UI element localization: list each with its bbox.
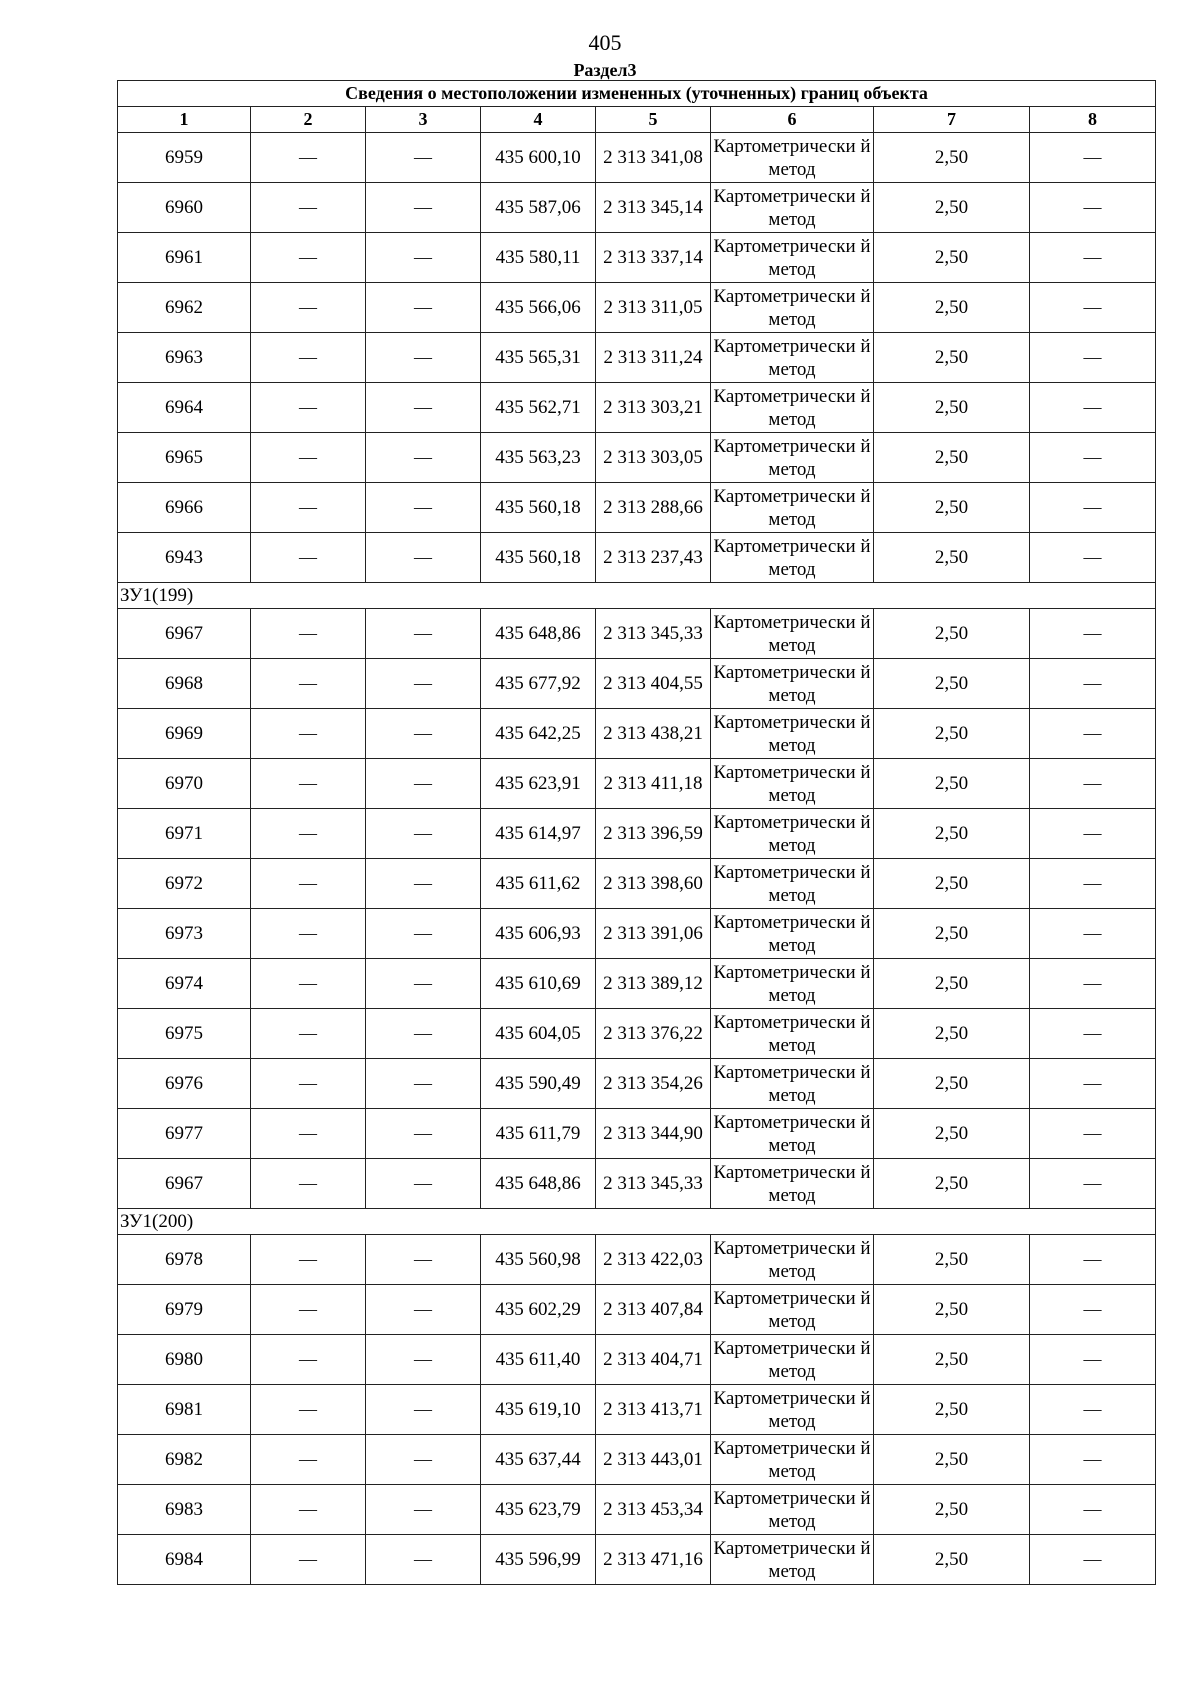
point-number-cell: 6961 xyxy=(118,233,251,283)
coordinate-x-cell: 435 610,69 xyxy=(481,959,596,1009)
coordinate-x-cell: 435 587,06 xyxy=(481,183,596,233)
method-cell: Картометрически й метод xyxy=(711,483,874,533)
coordinate-x-cell: 435 596,99 xyxy=(481,1535,596,1585)
accuracy-cell: 2,50 xyxy=(874,1435,1030,1485)
column-8-cell: — xyxy=(1030,959,1156,1009)
point-number-cell: 6973 xyxy=(118,909,251,959)
table-row xyxy=(118,433,1156,483)
accuracy-cell: 2,50 xyxy=(874,1009,1030,1059)
point-number-cell: 6980 xyxy=(118,1335,251,1385)
accuracy-cell: 2,50 xyxy=(874,433,1030,483)
column-2-cell: — xyxy=(251,133,366,183)
group-label: ЗУ1(199) xyxy=(118,583,1156,609)
column-3-cell: — xyxy=(366,1159,481,1209)
table-row xyxy=(118,533,1156,583)
coordinate-x-cell: 435 604,05 xyxy=(481,1009,596,1059)
method-cell: Картометрически й метод xyxy=(711,1285,874,1335)
coordinate-y-cell: 2 313 303,05 xyxy=(596,433,711,483)
point-number-cell: 6962 xyxy=(118,283,251,333)
coordinate-x-cell: 435 566,06 xyxy=(481,283,596,333)
column-number: 8 xyxy=(1030,107,1156,133)
table-caption-row xyxy=(118,81,1156,107)
point-number-cell: 6972 xyxy=(118,859,251,909)
column-2-cell: — xyxy=(251,959,366,1009)
accuracy-cell: 2,50 xyxy=(874,1109,1030,1159)
column-2-cell: — xyxy=(251,1109,366,1159)
column-number: 4 xyxy=(481,107,596,133)
point-number-cell: 6982 xyxy=(118,1435,251,1485)
group-header-row xyxy=(118,1209,1156,1235)
table-row xyxy=(118,1535,1156,1585)
method-cell: Картометрически й метод xyxy=(711,809,874,859)
coordinate-x-cell: 435 611,62 xyxy=(481,859,596,909)
accuracy-cell: 2,50 xyxy=(874,383,1030,433)
method-cell: Картометрически й метод xyxy=(711,959,874,1009)
accuracy-cell: 2,50 xyxy=(874,759,1030,809)
table-row xyxy=(118,809,1156,859)
accuracy-cell: 2,50 xyxy=(874,609,1030,659)
accuracy-cell: 2,50 xyxy=(874,1535,1030,1585)
coordinate-x-cell: 435 648,86 xyxy=(481,609,596,659)
column-3-cell: — xyxy=(366,859,481,909)
column-2-cell: — xyxy=(251,1435,366,1485)
accuracy-cell: 2,50 xyxy=(874,809,1030,859)
table-row xyxy=(118,283,1156,333)
point-number-cell: 6967 xyxy=(118,609,251,659)
column-2-cell: — xyxy=(251,1059,366,1109)
accuracy-cell: 2,50 xyxy=(874,1159,1030,1209)
column-2-cell: — xyxy=(251,609,366,659)
coordinate-x-cell: 435 619,10 xyxy=(481,1385,596,1435)
coordinate-y-cell: 2 313 341,08 xyxy=(596,133,711,183)
table-row xyxy=(118,1385,1156,1435)
table-row xyxy=(118,133,1156,183)
column-3-cell: — xyxy=(366,1235,481,1285)
boundary-coordinates-table xyxy=(117,80,1156,1585)
group-label: ЗУ1(200) xyxy=(118,1209,1156,1235)
column-number-row xyxy=(118,107,1156,133)
point-number-cell: 6981 xyxy=(118,1385,251,1435)
column-number: 3 xyxy=(366,107,481,133)
coordinate-x-cell: 435 614,97 xyxy=(481,809,596,859)
coordinate-y-cell: 2 313 311,24 xyxy=(596,333,711,383)
accuracy-cell: 2,50 xyxy=(874,1059,1030,1109)
coordinate-y-cell: 2 313 311,05 xyxy=(596,283,711,333)
column-8-cell: — xyxy=(1030,909,1156,959)
coordinate-x-cell: 435 623,79 xyxy=(481,1485,596,1535)
coordinate-x-cell: 435 560,18 xyxy=(481,533,596,583)
column-3-cell: — xyxy=(366,133,481,183)
method-cell: Картометрически й метод xyxy=(711,383,874,433)
accuracy-cell: 2,50 xyxy=(874,1335,1030,1385)
point-number-cell: 6966 xyxy=(118,483,251,533)
column-2-cell: — xyxy=(251,233,366,283)
column-3-cell: — xyxy=(366,1385,481,1435)
method-cell: Картометрически й метод xyxy=(711,1535,874,1585)
coordinate-y-cell: 2 313 413,71 xyxy=(596,1385,711,1435)
column-2-cell: — xyxy=(251,809,366,859)
column-2-cell: — xyxy=(251,483,366,533)
method-cell: Картометрически й метод xyxy=(711,1235,874,1285)
method-cell: Картометрически й метод xyxy=(711,283,874,333)
column-8-cell: — xyxy=(1030,609,1156,659)
table-row xyxy=(118,1059,1156,1109)
column-2-cell: — xyxy=(251,909,366,959)
method-cell: Картометрически й метод xyxy=(711,709,874,759)
coordinate-x-cell: 435 560,98 xyxy=(481,1235,596,1285)
column-2-cell: — xyxy=(251,1235,366,1285)
coordinate-x-cell: 435 563,23 xyxy=(481,433,596,483)
table-row xyxy=(118,1285,1156,1335)
coordinate-x-cell: 435 611,79 xyxy=(481,1109,596,1159)
coordinate-y-cell: 2 313 288,66 xyxy=(596,483,711,533)
column-8-cell: — xyxy=(1030,1435,1156,1485)
column-2-cell: — xyxy=(251,1009,366,1059)
table-row xyxy=(118,1335,1156,1385)
method-cell: Картометрически й метод xyxy=(711,433,874,483)
column-8-cell: — xyxy=(1030,1535,1156,1585)
method-cell: Картометрически й метод xyxy=(711,1485,874,1535)
accuracy-cell: 2,50 xyxy=(874,533,1030,583)
column-8-cell: — xyxy=(1030,483,1156,533)
column-8-cell: — xyxy=(1030,859,1156,909)
column-8-cell: — xyxy=(1030,133,1156,183)
table-row xyxy=(118,759,1156,809)
method-cell: Картометрически й метод xyxy=(711,333,874,383)
point-number-cell: 6978 xyxy=(118,1235,251,1285)
method-cell: Картометрически й метод xyxy=(711,1059,874,1109)
column-2-cell: — xyxy=(251,1159,366,1209)
method-cell: Картометрически й метод xyxy=(711,609,874,659)
column-8-cell: — xyxy=(1030,709,1156,759)
accuracy-cell: 2,50 xyxy=(874,909,1030,959)
method-cell: Картометрически й метод xyxy=(711,909,874,959)
coordinate-y-cell: 2 313 404,55 xyxy=(596,659,711,709)
column-number: 2 xyxy=(251,107,366,133)
coordinate-x-cell: 435 590,49 xyxy=(481,1059,596,1109)
coordinate-y-cell: 2 313 354,26 xyxy=(596,1059,711,1109)
column-3-cell: — xyxy=(366,909,481,959)
coordinate-x-cell: 435 562,71 xyxy=(481,383,596,433)
table-row xyxy=(118,333,1156,383)
point-number-cell: 6970 xyxy=(118,759,251,809)
column-2-cell: — xyxy=(251,759,366,809)
column-2-cell: — xyxy=(251,1385,366,1435)
column-3-cell: — xyxy=(366,1535,481,1585)
table-row xyxy=(118,233,1156,283)
coordinate-x-cell: 435 623,91 xyxy=(481,759,596,809)
coordinate-y-cell: 2 313 345,14 xyxy=(596,183,711,233)
column-2-cell: — xyxy=(251,383,366,433)
method-cell: Картометрически й метод xyxy=(711,1009,874,1059)
column-3-cell: — xyxy=(366,659,481,709)
column-8-cell: — xyxy=(1030,759,1156,809)
accuracy-cell: 2,50 xyxy=(874,183,1030,233)
coordinate-y-cell: 2 313 345,33 xyxy=(596,1159,711,1209)
coordinate-x-cell: 435 580,11 xyxy=(481,233,596,283)
column-3-cell: — xyxy=(366,1009,481,1059)
column-8-cell: — xyxy=(1030,1009,1156,1059)
coordinate-y-cell: 2 313 443,01 xyxy=(596,1435,711,1485)
column-3-cell: — xyxy=(366,283,481,333)
point-number-cell: 6967 xyxy=(118,1159,251,1209)
column-8-cell: — xyxy=(1030,1285,1156,1335)
table-row xyxy=(118,483,1156,533)
table-row xyxy=(118,959,1156,1009)
accuracy-cell: 2,50 xyxy=(874,959,1030,1009)
column-8-cell: — xyxy=(1030,809,1156,859)
accuracy-cell: 2,50 xyxy=(874,659,1030,709)
method-cell: Картометрически й метод xyxy=(711,183,874,233)
point-number-cell: 6983 xyxy=(118,1485,251,1535)
coordinate-y-cell: 2 313 237,43 xyxy=(596,533,711,583)
column-3-cell: — xyxy=(366,483,481,533)
coordinate-x-cell: 435 637,44 xyxy=(481,1435,596,1485)
column-3-cell: — xyxy=(366,809,481,859)
method-cell: Картометрически й метод xyxy=(711,759,874,809)
accuracy-cell: 2,50 xyxy=(874,1385,1030,1435)
column-8-cell: — xyxy=(1030,233,1156,283)
column-8-cell: — xyxy=(1030,1059,1156,1109)
point-number-cell: 6943 xyxy=(118,533,251,583)
table-row xyxy=(118,659,1156,709)
coordinate-x-cell: 435 560,18 xyxy=(481,483,596,533)
point-number-cell: 6963 xyxy=(118,333,251,383)
point-number-cell: 6979 xyxy=(118,1285,251,1335)
column-8-cell: — xyxy=(1030,383,1156,433)
column-2-cell: — xyxy=(251,283,366,333)
column-2-cell: — xyxy=(251,1335,366,1385)
method-cell: Картометрически й метод xyxy=(711,1159,874,1209)
coordinate-y-cell: 2 313 344,90 xyxy=(596,1109,711,1159)
column-8-cell: — xyxy=(1030,183,1156,233)
column-8-cell: — xyxy=(1030,1335,1156,1385)
column-number: 1 xyxy=(118,107,251,133)
column-3-cell: — xyxy=(366,1059,481,1109)
point-number-cell: 6971 xyxy=(118,809,251,859)
column-2-cell: — xyxy=(251,533,366,583)
group-header-row xyxy=(118,583,1156,609)
point-number-cell: 6959 xyxy=(118,133,251,183)
column-3-cell: — xyxy=(366,433,481,483)
coordinate-y-cell: 2 313 407,84 xyxy=(596,1285,711,1335)
accuracy-cell: 2,50 xyxy=(874,1235,1030,1285)
coordinate-x-cell: 435 565,31 xyxy=(481,333,596,383)
point-number-cell: 6975 xyxy=(118,1009,251,1059)
table-row xyxy=(118,1235,1156,1285)
table-row xyxy=(118,709,1156,759)
method-cell: Картометрически й метод xyxy=(711,1435,874,1485)
table-row xyxy=(118,909,1156,959)
column-3-cell: — xyxy=(366,1335,481,1385)
coordinate-y-cell: 2 313 471,16 xyxy=(596,1535,711,1585)
column-2-cell: — xyxy=(251,433,366,483)
coordinate-y-cell: 2 313 376,22 xyxy=(596,1009,711,1059)
column-3-cell: — xyxy=(366,609,481,659)
column-number: 5 xyxy=(596,107,711,133)
column-number: 7 xyxy=(874,107,1030,133)
column-3-cell: — xyxy=(366,183,481,233)
accuracy-cell: 2,50 xyxy=(874,709,1030,759)
point-number-cell: 6974 xyxy=(118,959,251,1009)
coordinate-y-cell: 2 313 422,03 xyxy=(596,1235,711,1285)
table-row xyxy=(118,609,1156,659)
column-2-cell: — xyxy=(251,709,366,759)
table-row xyxy=(118,1159,1156,1209)
point-number-cell: 6964 xyxy=(118,383,251,433)
method-cell: Картометрически й метод xyxy=(711,659,874,709)
coordinate-x-cell: 435 648,86 xyxy=(481,1159,596,1209)
table-row xyxy=(118,1109,1156,1159)
accuracy-cell: 2,50 xyxy=(874,133,1030,183)
method-cell: Картометрически й метод xyxy=(711,233,874,283)
coordinate-x-cell: 435 611,40 xyxy=(481,1335,596,1385)
column-8-cell: — xyxy=(1030,433,1156,483)
column-2-cell: — xyxy=(251,1535,366,1585)
coordinate-y-cell: 2 313 411,18 xyxy=(596,759,711,809)
table-row xyxy=(118,383,1156,433)
point-number-cell: 6969 xyxy=(118,709,251,759)
point-number-cell: 6968 xyxy=(118,659,251,709)
column-8-cell: — xyxy=(1030,1109,1156,1159)
column-8-cell: — xyxy=(1030,533,1156,583)
column-3-cell: — xyxy=(366,759,481,809)
column-2-cell: — xyxy=(251,1485,366,1535)
accuracy-cell: 2,50 xyxy=(874,1485,1030,1535)
accuracy-cell: 2,50 xyxy=(874,333,1030,383)
method-cell: Картометрически й метод xyxy=(711,1385,874,1435)
accuracy-cell: 2,50 xyxy=(874,283,1030,333)
method-cell: Картометрически й метод xyxy=(711,1109,874,1159)
coordinate-y-cell: 2 313 438,21 xyxy=(596,709,711,759)
column-3-cell: — xyxy=(366,533,481,583)
point-number-cell: 6960 xyxy=(118,183,251,233)
coordinate-x-cell: 435 642,25 xyxy=(481,709,596,759)
coordinate-x-cell: 435 677,92 xyxy=(481,659,596,709)
column-3-cell: — xyxy=(366,1485,481,1535)
column-2-cell: — xyxy=(251,1285,366,1335)
column-8-cell: — xyxy=(1030,1385,1156,1435)
table-row xyxy=(118,1009,1156,1059)
coordinate-y-cell: 2 313 398,60 xyxy=(596,859,711,909)
column-2-cell: — xyxy=(251,333,366,383)
column-8-cell: — xyxy=(1030,283,1156,333)
column-8-cell: — xyxy=(1030,1159,1156,1209)
column-3-cell: — xyxy=(366,1435,481,1485)
column-3-cell: — xyxy=(366,333,481,383)
column-number: 6 xyxy=(711,107,874,133)
table-row xyxy=(118,183,1156,233)
column-8-cell: — xyxy=(1030,333,1156,383)
coordinate-y-cell: 2 313 345,33 xyxy=(596,609,711,659)
column-8-cell: — xyxy=(1030,1485,1156,1535)
accuracy-cell: 2,50 xyxy=(874,859,1030,909)
column-8-cell: — xyxy=(1030,1235,1156,1285)
coordinate-y-cell: 2 313 389,12 xyxy=(596,959,711,1009)
column-2-cell: — xyxy=(251,859,366,909)
column-3-cell: — xyxy=(366,233,481,283)
section-title: Раздел3 xyxy=(573,60,637,80)
accuracy-cell: 2,50 xyxy=(874,1285,1030,1335)
point-number-cell: 6977 xyxy=(118,1109,251,1159)
coordinate-x-cell: 435 606,93 xyxy=(481,909,596,959)
column-3-cell: — xyxy=(366,709,481,759)
method-cell: Картометрически й метод xyxy=(711,1335,874,1385)
point-number-cell: 6965 xyxy=(118,433,251,483)
table-row xyxy=(118,1435,1156,1485)
table-row xyxy=(118,1485,1156,1535)
point-number-cell: 6984 xyxy=(118,1535,251,1585)
coordinate-x-cell: 435 600,10 xyxy=(481,133,596,183)
column-3-cell: — xyxy=(366,1109,481,1159)
method-cell: Картометрически й метод xyxy=(711,533,874,583)
point-number-cell: 6976 xyxy=(118,1059,251,1109)
page-number: 405 xyxy=(588,30,622,55)
coordinate-y-cell: 2 313 391,06 xyxy=(596,909,711,959)
table-caption: Сведения о местоположении измененных (уточненных) границ объекта xyxy=(118,81,1156,107)
coordinate-x-cell: 435 602,29 xyxy=(481,1285,596,1335)
method-cell: Картометрически й метод xyxy=(711,859,874,909)
column-2-cell: — xyxy=(251,183,366,233)
coordinate-y-cell: 2 313 404,71 xyxy=(596,1335,711,1385)
coordinate-y-cell: 2 313 303,21 xyxy=(596,383,711,433)
coordinate-y-cell: 2 313 453,34 xyxy=(596,1485,711,1535)
coordinate-y-cell: 2 313 396,59 xyxy=(596,809,711,859)
column-3-cell: — xyxy=(366,383,481,433)
accuracy-cell: 2,50 xyxy=(874,233,1030,283)
table-row xyxy=(118,859,1156,909)
column-8-cell: — xyxy=(1030,659,1156,709)
method-cell: Картометрически й метод xyxy=(711,133,874,183)
accuracy-cell: 2,50 xyxy=(874,483,1030,533)
column-2-cell: — xyxy=(251,659,366,709)
column-3-cell: — xyxy=(366,959,481,1009)
coordinate-y-cell: 2 313 337,14 xyxy=(596,233,711,283)
column-3-cell: — xyxy=(366,1285,481,1335)
